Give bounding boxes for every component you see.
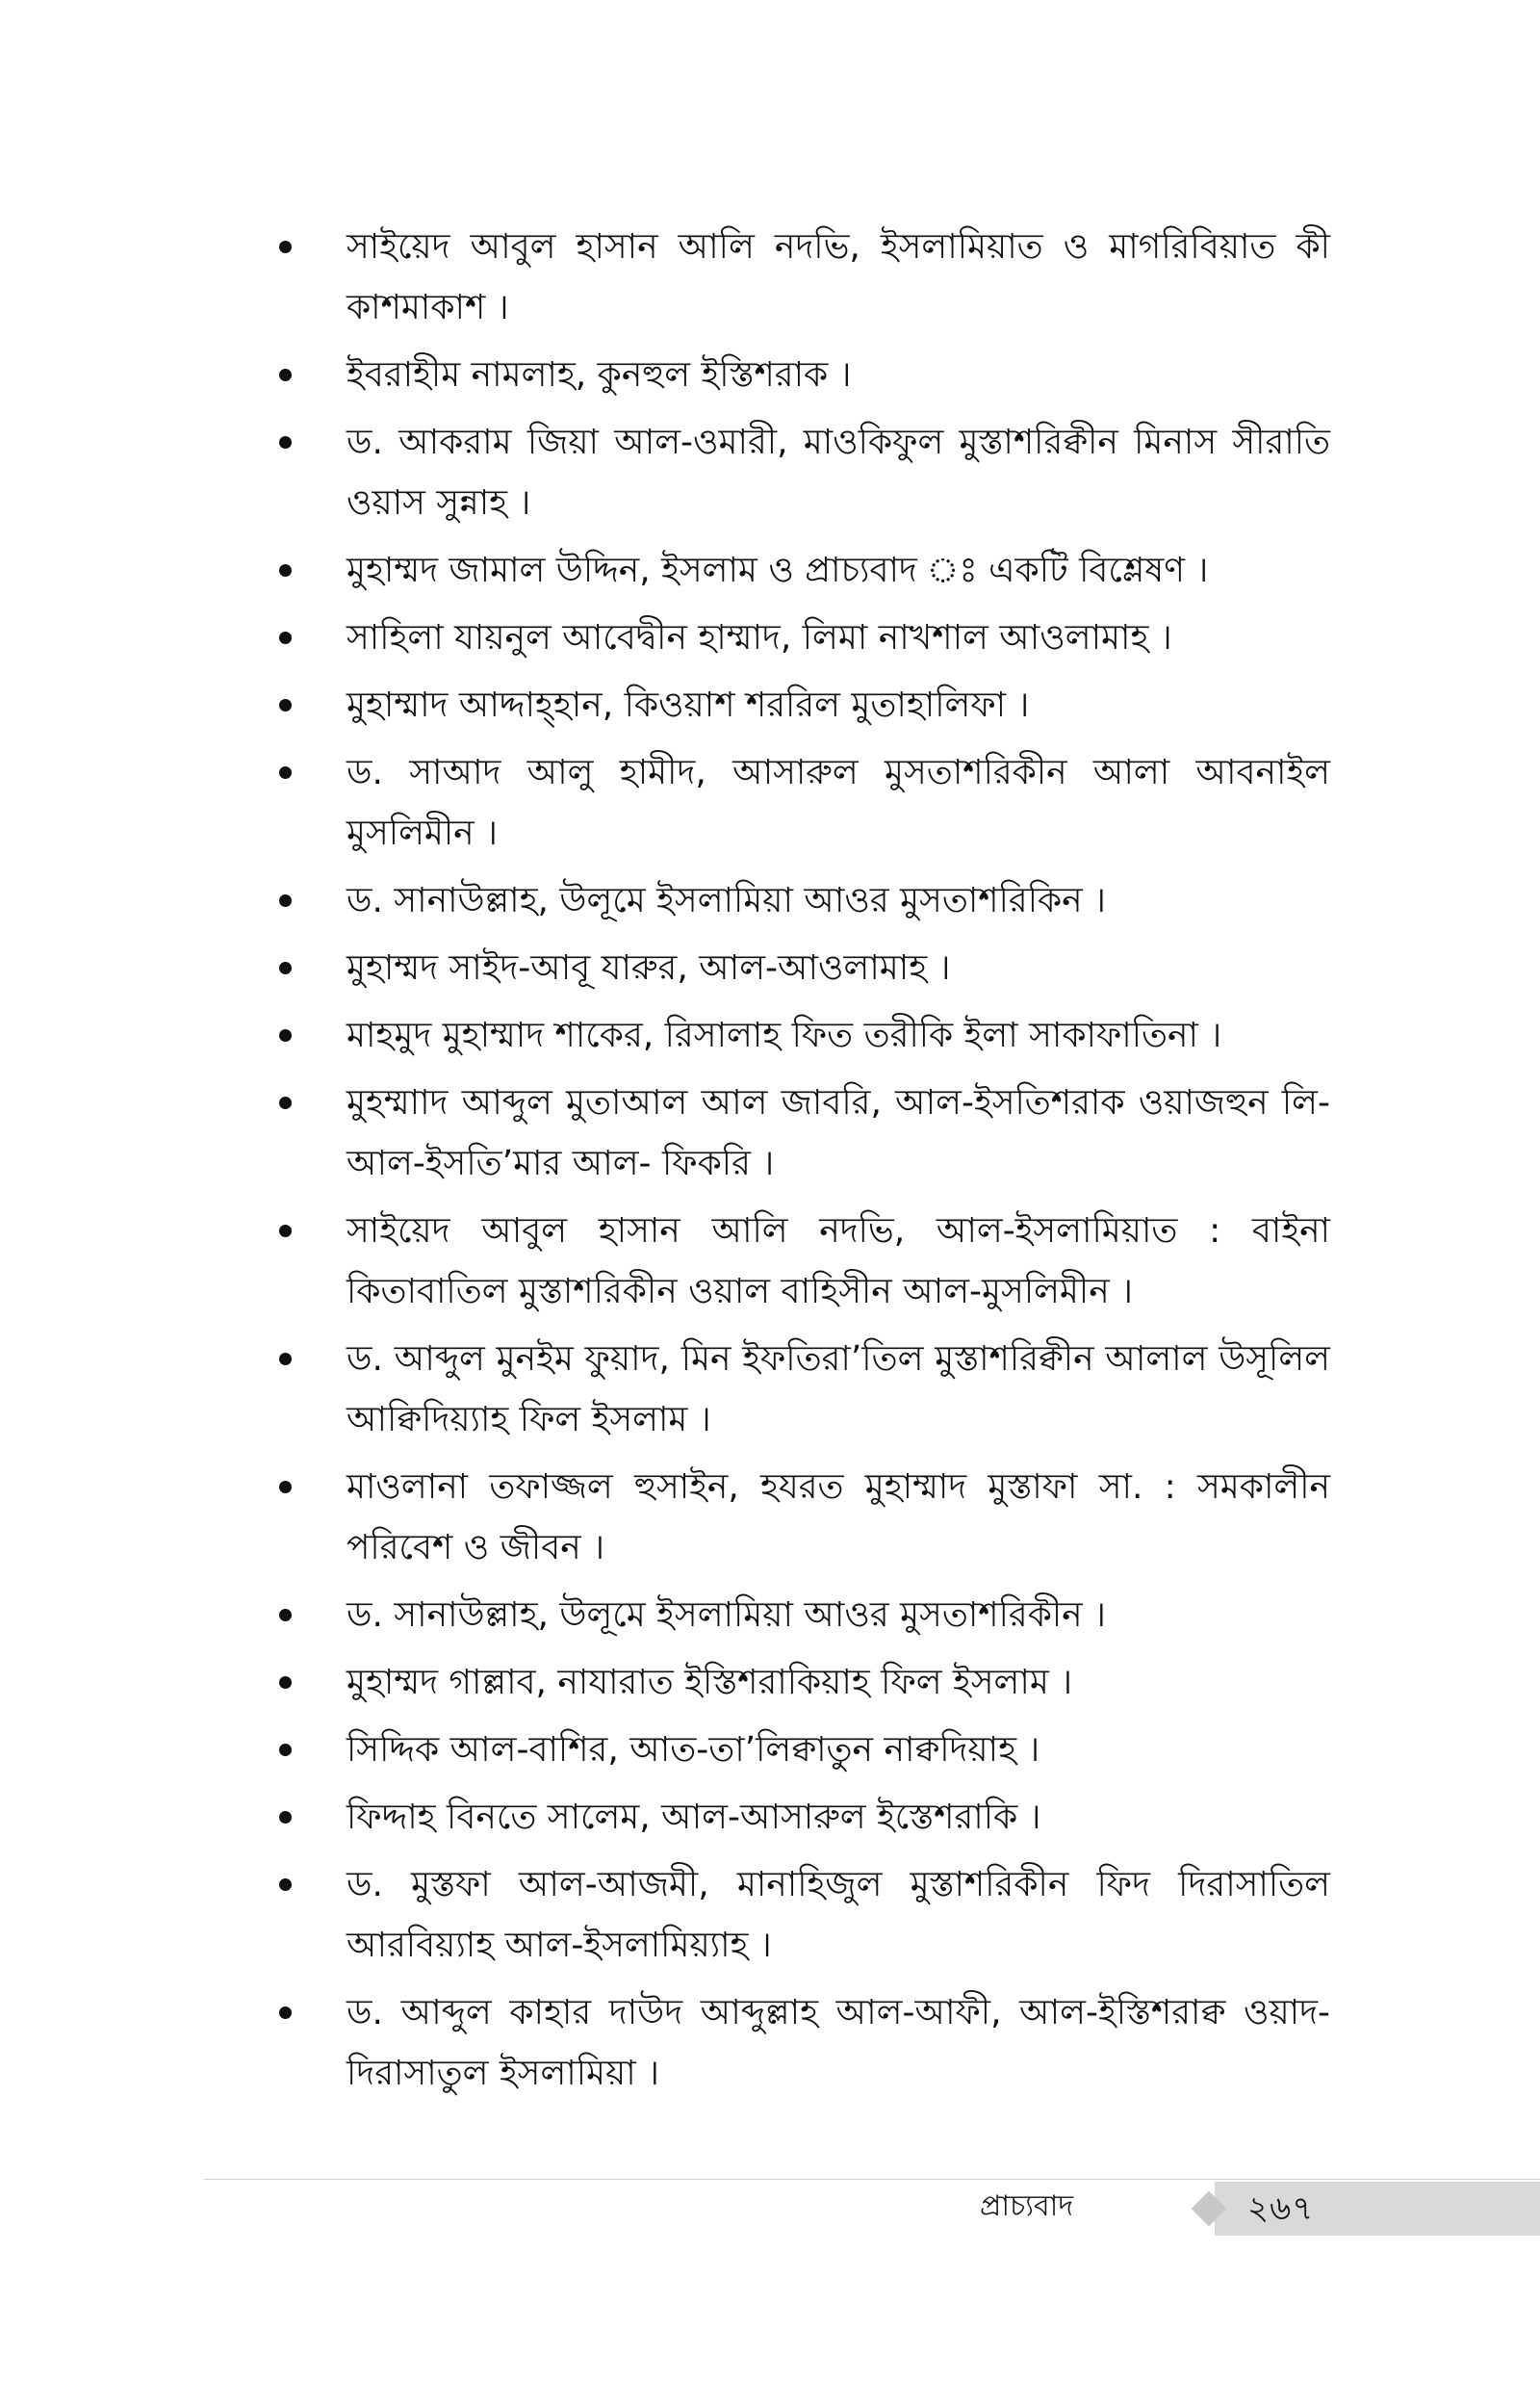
bibliography-item [271, 1787, 1330, 1848]
bibliography-entry-text: ইবরাহীম নামলাহ, কুনহুল ইস্তিশরাক । [346, 355, 852, 395]
bullet-icon [279, 962, 292, 974]
bibliography-entry-text: সাইয়েদ আবুল হাসান আলি নদভি, আল-ইসলামিয়াত : বাইনা কিতাবাতিল মুস্তাশরিকীন ওয়াল বাহিসীন আল-মুসলিমীন । [346, 1211, 1330, 1311]
bullet-icon [279, 1029, 292, 1042]
bibliography-item [271, 1005, 1330, 1066]
bullet-icon [279, 1744, 292, 1756]
bullet-icon [279, 1481, 292, 1493]
bibliography-entry-text: মাহমুদ মুহাম্মাদ শাকের, রিসালাহ ফিত তরীকি ইলা সাকাফাতিনা । [346, 1016, 1222, 1055]
bullet-icon [279, 1878, 292, 1891]
bibliography-entry-text: মুহাম্মাদ আদ্দাহ্হান, কিওয়াশ শররিল মুতাহালিফা । [346, 686, 1030, 725]
bullet-icon [279, 632, 292, 644]
bibliography-list [271, 217, 1330, 2110]
bullet-icon [279, 241, 292, 253]
bullet-icon [279, 699, 292, 712]
bibliography-entry-text: মুহাম্মদ সাইদ-আবূ যারুর, আল-আওলামাহ । [346, 948, 951, 988]
bullet-icon [279, 1676, 292, 1689]
bibliography-item [271, 1720, 1330, 1780]
bullet-icon [279, 1097, 292, 1109]
bullet-icon [279, 766, 292, 779]
bullet-icon [279, 1609, 292, 1621]
bibliography-entry-text: মুহম্মাাদ আব্দুল মুতাআল আল জাবরি, আল-ইসতিশরাক ওয়াজহুন লি- আল-ইসতি’মার আল- ফিকরি । [346, 1083, 1330, 1183]
bibliography-item [271, 345, 1330, 405]
bibliography-item [271, 1073, 1330, 1194]
bullet-icon [279, 1811, 292, 1824]
bullet-icon [279, 369, 292, 381]
bibliography-entry-text: ড. আব্দুল মুনইম ফুয়াদ, মিন ইফতিরা’তিল মুস্তাশরিক্বীন আলাল উসূলিল আক্বিদিয়্যাহ ফিল ইসলাম । [346, 1339, 1330, 1439]
bibliography-entry-text: মাওলানা তফাজ্জল হুসাইন, হযরত মুহাম্মাদ মুস্তাফা সা. : সমকালীন পরিবেশ ও জীবন । [346, 1467, 1330, 1567]
bibliography-item [271, 1652, 1330, 1713]
bibliography-entry-text: মুহাম্মদ গাল্লাব, নাযারাত ইস্তিশরাকিয়াহ ফিল ইসলাম । [346, 1663, 1073, 1702]
bibliography-entry-text: ড. আকরাম জিয়া আল-ওমারী, মাওকিফুল মুস্তাশরিক্বীন মিনাস সীরাতি ওয়াস সুন্নাহ । [346, 423, 1330, 523]
bibliography-item [271, 540, 1330, 601]
bibliography-entry-text: ড. আব্দুল কাহার দাউদ আব্দুল্লাহ আল-আফী, আল-ইস্তিশরাক্ব ওয়াদ-দিরাসাতুল ইসলামিয়া । [346, 1993, 1330, 2093]
bibliography-item [271, 1854, 1330, 1976]
bullet-icon [279, 894, 292, 907]
bibliography-entry-text: ড. সানাউল্লাহ, উলূমে ইসলামিয়া আওর মুসতাশরিকিন । [346, 881, 1106, 920]
footer-divider [204, 2179, 1540, 2180]
bibliography-item [271, 1201, 1330, 1322]
bullet-icon [279, 1353, 292, 1365]
bibliography-entry-text: সাহিলা যায়নুল আবেদ্বীন হাম্মাদ, লিমা নাখশাল আওলামাহ । [346, 618, 1172, 658]
bibliography-entry-text: সিদ্দিক আল-বাশির, আত-তা’লিক্বাতুন নাক্বদিয়াহ । [346, 1730, 1040, 1770]
bullet-icon [279, 1225, 292, 1237]
bibliography-entry-text: মুহাম্মদ জামাল উদ্দিন, ইসলাম ও প্রাচ্যবাদ ঃ একটি বিশ্লেষণ । [346, 551, 1209, 590]
bibliography-item [271, 1585, 1330, 1645]
bibliography-entry-text: ফিদ্দাহ বিনতে সালেম, আল-আসারুল ইস্তেশরাকি । [346, 1798, 1041, 1837]
bibliography-entry-text: সাইয়েদ আবুল হাসান আলি নদভি, ইসলামিয়াত ও মাগরিবিয়াত কী কাশমাকাশ । [346, 227, 1330, 327]
bibliography-item [271, 870, 1330, 931]
bibliography-item [271, 1457, 1330, 1578]
bibliography-item [271, 217, 1330, 338]
bibliography-item [271, 938, 1330, 998]
bibliography-item [271, 742, 1330, 864]
bibliography-entry-text: ড. সানাউল্লাহ, উলূমে ইসলামিয়া আওর মুসতাশরিকীন । [346, 1595, 1106, 1635]
bibliography-item [271, 1982, 1330, 2104]
bibliography-item [271, 675, 1330, 736]
bibliography-item [271, 412, 1330, 533]
bullet-icon [279, 564, 292, 577]
bibliography-entry-text: ড. সাআদ আলু হামীদ, আসারুল মুসতাশরিকীন আলা আবনাইল মুসলিমীন । [346, 753, 1330, 853]
page-number: ২৬৭ [1247, 2189, 1315, 2228]
running-footer-title: প্রাচ্যবাদ [980, 2189, 1074, 2223]
bibliography-item [271, 608, 1330, 668]
bullet-icon [279, 2006, 292, 2019]
bibliography-entry-text: ড. মুস্তফা আল-আজমী, মানাহিজুল মুস্তাশরিকীন ফিদ দিরাসাতিল আরবিয়্যাহ আল-ইসলামিয়্যাহ । [346, 1865, 1330, 1965]
bullet-icon [279, 436, 292, 449]
bibliography-item [271, 1329, 1330, 1450]
